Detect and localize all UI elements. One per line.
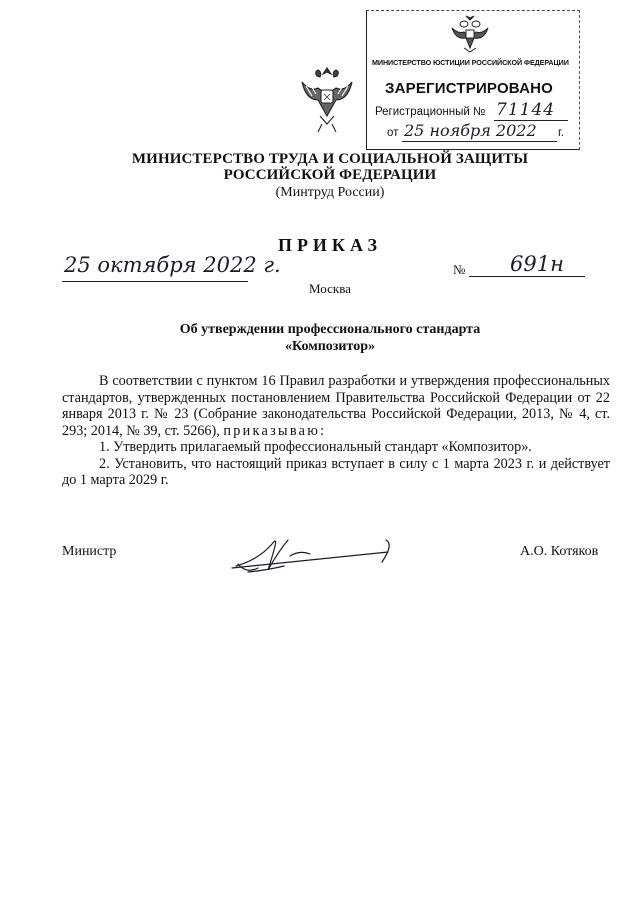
signer-name: А.О. Котяков [520,544,599,559]
intro-action: приказываю: [223,422,327,439]
title-line-2: «Композитор» [285,339,375,354]
ministry-line-2: РОССИЙСКОЙ ФЕДЕРАЦИИ [223,167,437,183]
order-number: 691н [510,252,564,276]
item-2: 2. Установить, что настоящий приказ вступает в силу с 1 марта 2023 г. и действует до 1 марта 2029 г. [62,455,610,488]
stamp-date-prefix: от [387,127,399,139]
stamp-number-label: Регистрационный № [375,106,486,118]
number-sign: № [453,262,466,277]
stamp-ministry: МИНИСТЕРСТВО ЮСТИЦИИ РОССИЙСКОЙ ФЕДЕРАЦИИ [372,58,569,67]
order-date: 25 октября 2022 г. [64,253,281,277]
stamp-status: ЗАРЕГИСТРИРОВАНО [385,80,554,97]
order-number-underline [469,276,585,277]
signer-position: Министр [62,544,117,559]
stamp-date-suffix: г. [558,127,564,139]
stamp-date-underline [402,141,557,142]
title-line-1: Об утверждении профессионального стандарта [179,322,481,337]
intro-paragraph [62,373,610,439]
handwritten-signature-icon [228,530,408,585]
intro-text: В соответствии с пунктом 16 Правил разработки и утверждения профессиональных стандартов, утвержденных постановлением Правительства Российской Федерации от 22 января 2013 г. № 23 (Собрание законодательства Российской Федерации, 2013, № 4, ст. 293; 2014, № 39, ст. 5266), [62,373,610,439]
coat-of-arms-icon [298,64,356,138]
stamp-number-value: 71144 [496,100,556,120]
document-type: ПРИКАЗ [277,235,383,255]
item-1: 1. Утвердить прилагаемый профессиональный стандарт «Композитор». [99,439,532,455]
stamp-date-value: 25 ноября 2022 [404,121,537,140]
ministry-short-name: (Минтруд России) [275,185,385,200]
document-body [62,373,610,489]
ministry-line-1: МИНИСТЕРСТВО ТРУДА И СОЦИАЛЬНОЙ ЗАЩИТЫ [131,151,529,167]
city: Москва [309,281,351,296]
